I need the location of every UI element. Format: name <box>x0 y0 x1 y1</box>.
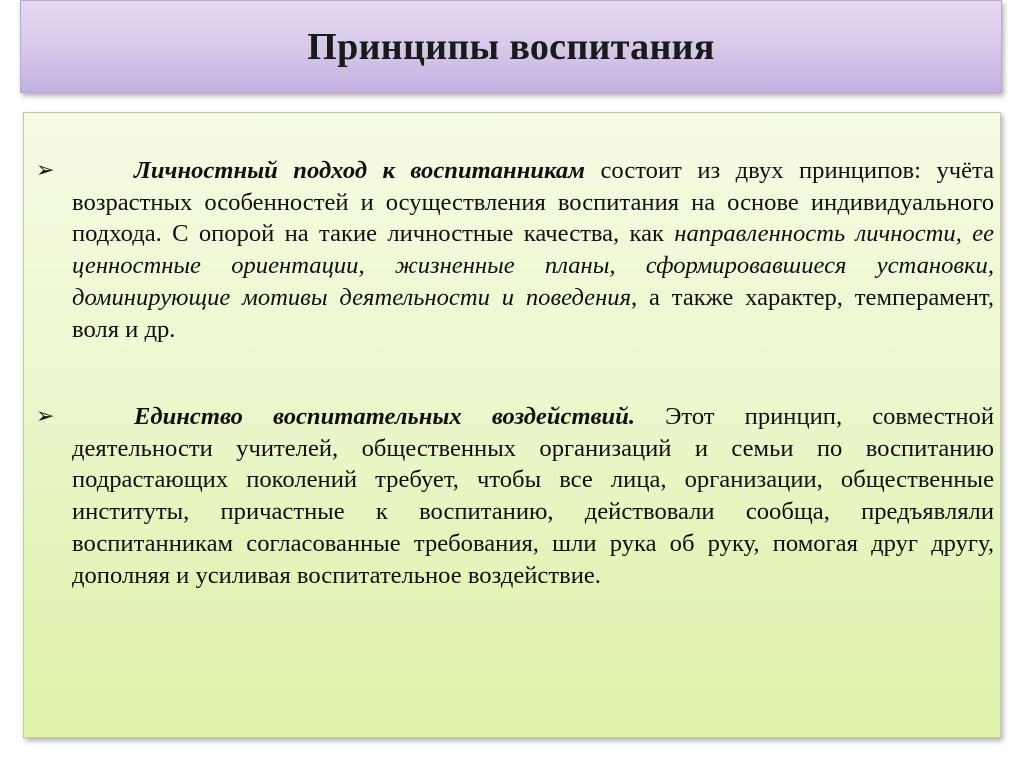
bullet-text: Этот принцип, совместной деятельности учителей, общественных организаций и семьи по воспитанию подрастающих поколений требует, чтобы все лица, организации, общественные институты, причастные к воспитанию, действовали сообща, предъявляли воспитанникам согласованные требования, шли рука об руку, помогая друг другу, дополняя и усиливая воспитательное воздействие. <box>72 403 994 589</box>
bullet-paragraph <box>72 401 994 591</box>
bullet-text-end: , а также характер, темперамент, воля и др. <box>72 283 994 343</box>
bullet-paragraph <box>72 155 994 345</box>
bullet-text: состоит из двух принципов: учёта возрастных особенностей и осуществления воспитания на основе индивидуального подхода. С опорой на такие личностные качества, как <box>72 157 995 248</box>
slide-title: Принципы воспитания <box>307 25 715 68</box>
content-panel <box>23 112 1001 738</box>
title-banner <box>20 0 1002 93</box>
bullet-item-personal-approach <box>36 155 994 345</box>
arrow-bullet-icon: ➢ <box>36 404 55 429</box>
arrow-bullet-icon: ➢ <box>36 158 55 183</box>
bullet-heading: Личностный подход к воспитанникам <box>134 157 586 184</box>
bullet-heading: Единство воспитательных воздействий. <box>134 403 636 430</box>
bullet-item-unity-of-influences <box>36 401 994 591</box>
bullet-italic-text: направленность личности, ее ценностные ориентации, жизненные планы, сформировавшиеся установки, доминирующие мотивы деятельности и поведения <box>72 220 994 311</box>
bullet-list <box>24 113 1000 737</box>
